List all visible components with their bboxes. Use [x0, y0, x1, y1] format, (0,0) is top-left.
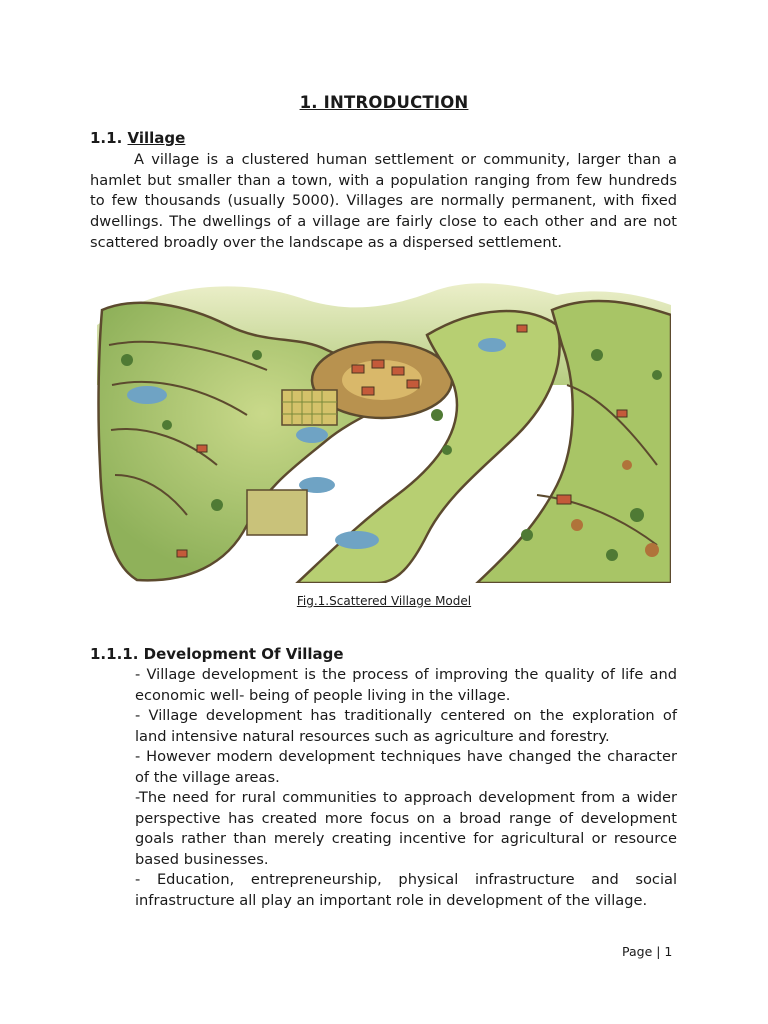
figure-caption: Fig.1.Scattered Village Model [296, 594, 472, 608]
intro-paragraph: A village is a clustered human settlement or community, larger than a hamlet but smaller than a town, with a population ranging from few hundreds to few thousands (usually 5000). Villages are normally permanent, with fixed dwellings. The dwellings of a village are fairly close to each other and are not scattered broadly over the landscape as a dispersed settlement. [90, 151, 677, 251]
list-item: - Education, entrepreneurship, physical infrastructure and social infrastructure all play an important role in development of the village. [135, 871, 677, 909]
list-item: - Village development is the process of improving the quality of life and economic well- being of people living in the village. [135, 666, 677, 704]
list-item: - Village development has traditionally centered on the exploration of land intensive natural resources such as agriculture and forestry. [135, 707, 677, 745]
section-heading [90, 129, 185, 147]
section-number: 1.1. [90, 129, 123, 147]
list-item: - However modern development techniques have changed the character of the village areas. [135, 748, 677, 786]
page-number: Page | 1 [622, 944, 673, 959]
village-illustration [97, 265, 671, 583]
list-item: -The need for rural communities to approach development from a wider perspective has created more focus on a broad range of development goals rather than merely creating incentive for agricultural or resource based businesses. [135, 789, 677, 868]
development-list [135, 665, 677, 911]
section-title: Village [127, 129, 186, 147]
page-title: 1. INTRODUCTION [299, 93, 469, 112]
subsection-heading: 1.1.1. Development Of Village [90, 645, 344, 663]
